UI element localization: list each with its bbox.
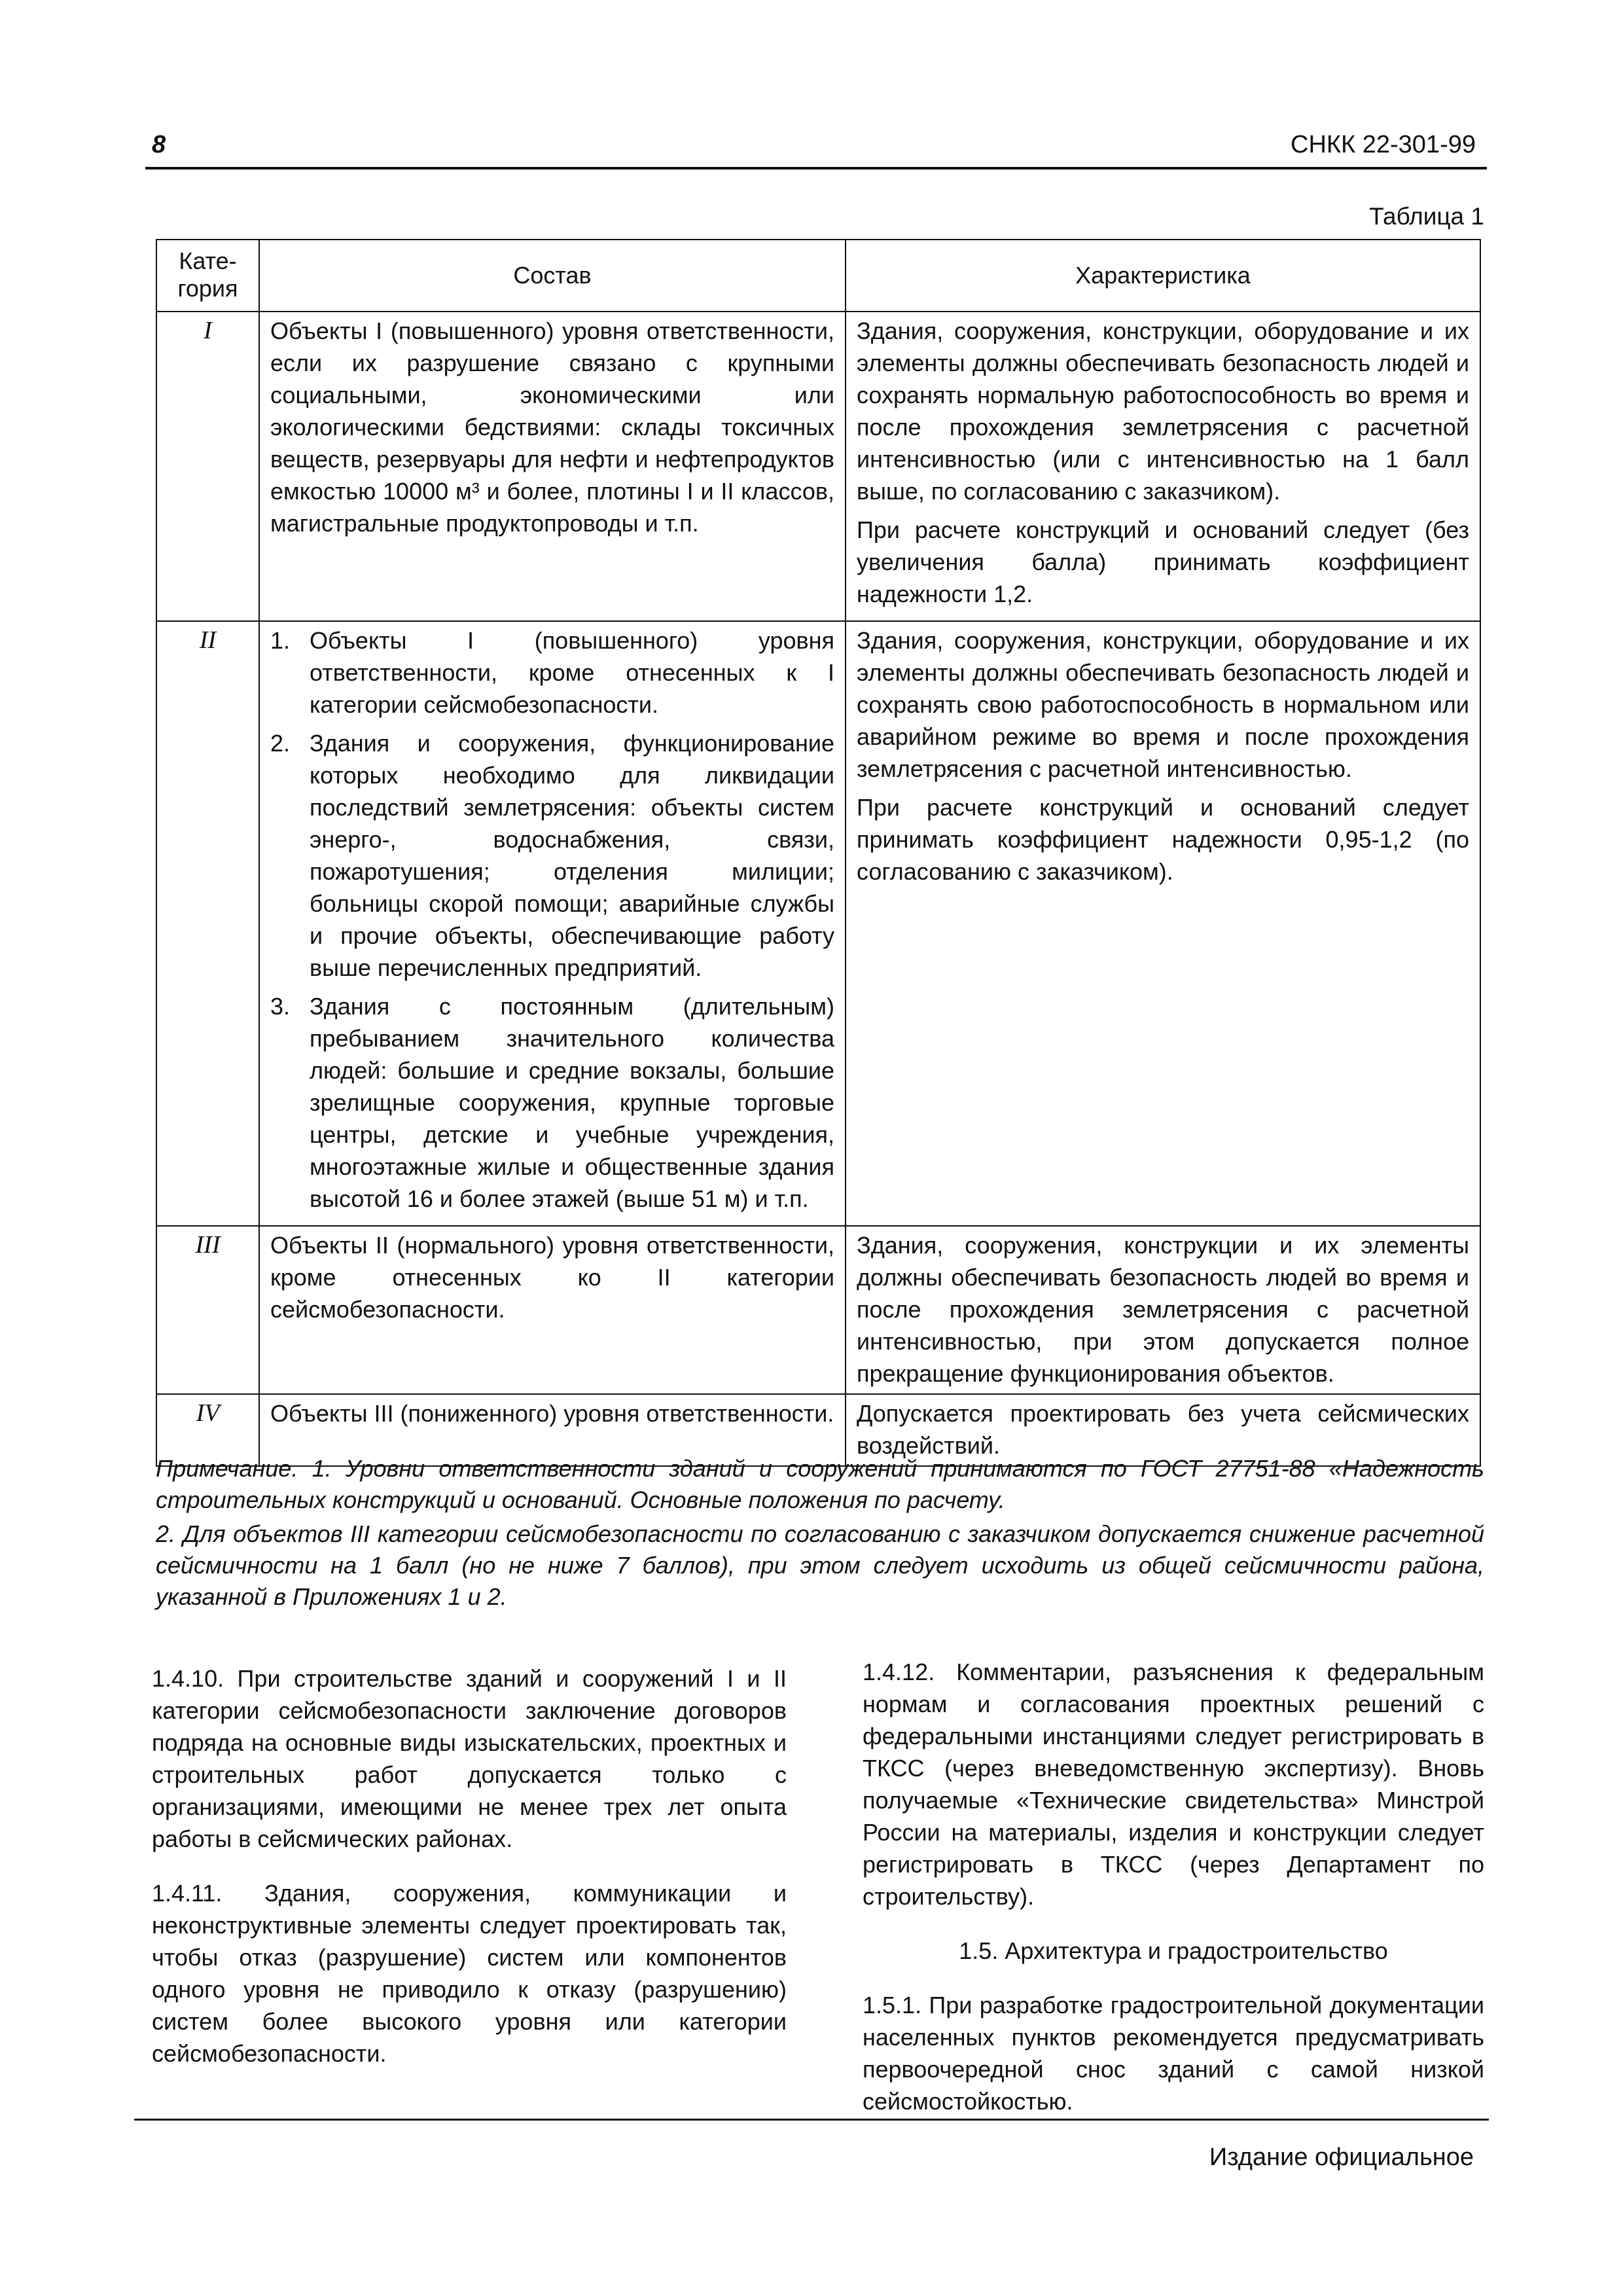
list-item [270, 727, 834, 984]
characteristic-cell [846, 312, 1480, 621]
list-item-number: 2. [270, 730, 291, 757]
table-header-row [156, 240, 1480, 312]
category-cell: I [156, 312, 259, 621]
table-caption: Таблица 1 [1369, 203, 1484, 230]
footer-rule [134, 2119, 1489, 2121]
list-item-number: 1. [270, 627, 291, 654]
list-item [270, 990, 834, 1215]
page-number: 8 [152, 131, 166, 158]
table-row [156, 1226, 1480, 1394]
list-item-text: Объекты I (повышенного) уровня ответственности, кроме отнесенных к I категории сейсмобезопасности. [310, 627, 834, 718]
document-code: СНКК 22-301-99 [1291, 131, 1476, 158]
composition-cell: Объекты III (пониженного) уровня ответственности. [259, 1394, 846, 1466]
composition-list [270, 624, 834, 1215]
composition-cell: Объекты I (повышенного) уровня ответственности, если их разрушение связано с крупными социальными, экономическими или экологическими бедствиями: склады токсичных веществ, резервуары для нефти и нефтепродуктов емкостью 10000 м³ и более, плотины I и II классов, магистральные продуктопроводы и т.п. [259, 312, 846, 621]
left-column [152, 1662, 787, 2092]
characteristic-paragraph: Допускается проектировать без учета сейсмических воздействий. [857, 1400, 1469, 1459]
characteristic-paragraph: Здания, сооружения, конструкции, оборудование и их элементы должны обеспечивать безопасность людей и сохранять свою работоспособность в нормальном или аварийном режиме во время и после прохождения землетрясения с расчетной интенсивностью. [857, 627, 1469, 782]
category-cell: IV [156, 1394, 259, 1466]
characteristic-cell [846, 1226, 1480, 1394]
header-rule [145, 167, 1487, 170]
column-header-category: Кате- гория [156, 240, 259, 312]
column-header-composition: Состав [259, 240, 846, 312]
table-row [156, 621, 1480, 1226]
table-row [156, 312, 1480, 621]
list-item-number: 3. [270, 993, 291, 1020]
list-item-text: Здания с постоянным (длительным) пребыванием значительного количества людей: большие и средние вокзалы, большие зрелищные сооружения, крупные торговые центры, детские и учебные учреждения, многоэтажные жилые и общественные здания высотой 16 и более этажей (выше 51 м) и т.п. [310, 993, 834, 1212]
characteristic-cell [846, 621, 1480, 1226]
characteristic-paragraph: При расчете конструкций и оснований следует (без увеличения балла) принимать коэффициент надежности 1,2. [857, 516, 1469, 607]
category-cell: III [156, 1226, 259, 1394]
seismic-category-table [156, 239, 1481, 1467]
note-1: Примечание. 1. Уровни ответственности зданий и сооружений принимаются по ГОСТ 27751-88 «Надежность строительных конструкций и оснований. Основные положения по расчету. [156, 1455, 1484, 1513]
column-header-characteristic: Характеристика [846, 240, 1480, 312]
right-column [863, 1656, 1484, 2140]
clause-1-5-1: 1.5.1. При разработке градостроительной документации населенных пунктов рекомендуется предусматривать первоочередной снос зданий с самой низкой сейсмостойкостью. [863, 1992, 1484, 2115]
characteristic-paragraph: Здания, сооружения, конструкции, оборудование и их элементы должны обеспечивать безопасность людей и сохранять нормальную работоспособность во время и после прохождения землетрясения с расчетной интенсивностью (или с интенсивностью на 1 балл выше, по согласованию с заказчиком). [857, 317, 1469, 505]
note-2: 2. Для объектов III категории сейсмобезопасности по согласованию с заказчиком допускается снижение расчетной сейсмичности на 1 балл (но не ниже 7 баллов), при этом следует исходить из общей сейсмичности района, указанной в Приложениях 1 и 2. [156, 1520, 1484, 1610]
list-item [270, 624, 834, 721]
composition-cell: Объекты II (нормального) уровня ответственности, кроме отнесенных ко II категории сейсмобезопасности. [259, 1226, 846, 1394]
clause-1-4-11: 1.4.11. Здания, сооружения, коммуникации и неконструктивные элементы следует проектировать так, чтобы отказ (разрушение) систем или компонентов одного уровня не приводило к отказу (разрушению) систем более высокого уровня или категории сейсмобезопасности. [152, 1880, 787, 2067]
footer-text: Издание официальное [1209, 2144, 1474, 2171]
characteristic-paragraph: При расчете конструкций и оснований следует принимать коэффициент надежности 0,95-1,2 (по согласованию с заказчиком). [857, 794, 1469, 885]
clause-1-4-12: 1.4.12. Комментарии, разъяснения к федеральным нормам и согласования проектных решений с федеральными инстанциями следует регистрировать в ТКСС (через вневедомственную экспертизу). Вновь получаемые «Технические свидетельства» Минстрой России на материалы, изделия и конструкции следует регистрировать в ТКСС (через Департамент по строительству). [863, 1659, 1484, 1910]
composition-cell [259, 621, 846, 1226]
section-title: 1.5. Архитектура и градостроительство [959, 1937, 1388, 1964]
characteristic-paragraph: Здания, сооружения, конструкции и их элементы должны обеспечивать безопасность людей во время и после прохождения землетрясения с расчетной интенсивностью, при этом допускается полное прекращение функционирования объектов. [857, 1232, 1469, 1387]
category-cell: II [156, 621, 259, 1226]
clause-1-4-10: 1.4.10. При строительстве зданий и сооружений I и II категории сейсмобезопасности заключение договоров подряда на основные виды изыскательских, проектных и строительных работ допускается только с организациями, имеющими не менее трех лет опыта работы в сейсмических районах. [152, 1665, 787, 1852]
list-item-text: Здания и сооружения, функционирование которых необходимо для ликвидации последствий землетрясения: объекты систем энерго-, водоснабжения, связи, пожаротушения; отделения милиции; больницы скорой помощи; аварийные службы и прочие объекты, обеспечивающие работу выше перечисленных предприятий. [310, 730, 834, 981]
table-notes [156, 1453, 1484, 1615]
